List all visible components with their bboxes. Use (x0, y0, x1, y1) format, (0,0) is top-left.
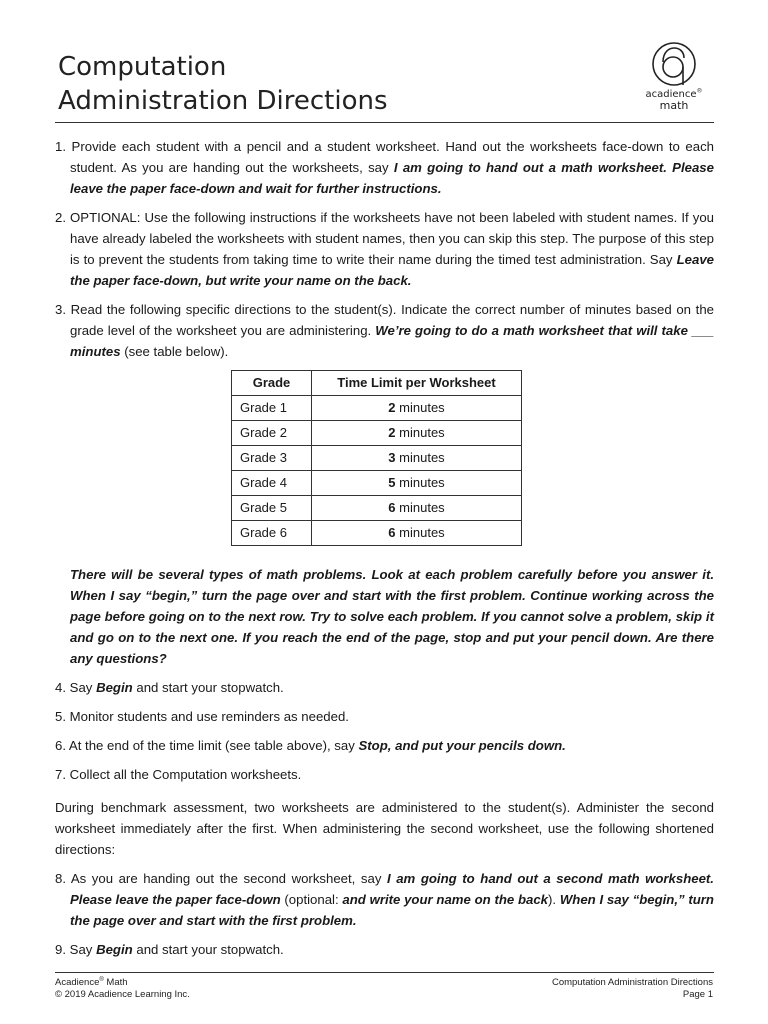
minutes-unit: minutes (399, 475, 445, 490)
script-block: There will be several types of math problems. Look at each problem carefully before you answer it. When I say “begin,” turn the page over and start with the first problem. Continue working across the page before going on to the next row. Try to solve each problem. If you cannot solve a problem, skip it and go on to the next one. If you reach the end of the page, stop and put your pencil down. Are there any questions? (70, 567, 714, 666)
logo-mark-icon (636, 40, 712, 90)
step-text: Collect all the Computation worksheets. (66, 767, 302, 782)
step-number: 2. (55, 210, 66, 225)
time-cell (312, 521, 522, 546)
minutes-unit: minutes (399, 525, 445, 540)
title-line-1: Computation (58, 52, 227, 82)
logo-subtext: math (659, 99, 689, 112)
table-row (232, 396, 522, 421)
column-header-grade: Grade (232, 371, 312, 396)
step-text-after: (see table below). (120, 344, 229, 359)
minutes-value: 6 (388, 500, 396, 515)
step-script: We’re going to do a math worksheet that will take ___ minutes (70, 323, 714, 359)
step-script-begin: When I say “begin,” turn the page over and start with the first problem. (70, 892, 714, 928)
step-text: Say (66, 680, 97, 695)
step-text-after: and start your stopwatch. (132, 680, 284, 695)
time-limit-table (231, 370, 522, 546)
grade-cell: Grade 3 (232, 446, 312, 471)
table-row (232, 521, 522, 546)
grade-cell: Grade 5 (232, 496, 312, 521)
minutes-value: 2 (388, 425, 396, 440)
step-text: As you are handing out the second worksheet, say (66, 871, 387, 886)
footer-copyright: © 2019 Acadience Learning Inc. (55, 989, 190, 1000)
footer-brand (55, 977, 190, 989)
time-cell (312, 446, 522, 471)
time-cell (312, 421, 522, 446)
step-text: Read the following specific directions to the student(s). Indicate the correct number of minutes based on the grade level of the worksheet you are administering. (66, 302, 714, 338)
step-number: 9. (55, 942, 66, 957)
step-text: Say (66, 942, 97, 957)
table-row (232, 421, 522, 446)
minutes-unit: minutes (399, 425, 445, 440)
step-number: 4. (55, 680, 66, 695)
step-4 (55, 677, 714, 698)
grade-cell: Grade 6 (232, 521, 312, 546)
table-row (232, 471, 522, 496)
step-script: Begin (96, 942, 133, 957)
footer-divider (55, 972, 714, 973)
step-script: Stop, and put your pencils down. (358, 738, 566, 753)
minutes-value: 3 (388, 450, 396, 465)
footer-brand-suffix: Math (103, 977, 128, 988)
logo-text: acadience (645, 89, 697, 100)
logo-registered-mark: ® (696, 87, 703, 95)
minutes-value: 2 (388, 400, 396, 415)
header-divider (55, 122, 714, 123)
step-1 (55, 136, 714, 199)
footer-page-number: Page 1 (682, 989, 713, 1000)
grade-cell: Grade 1 (232, 396, 312, 421)
table-header-row (232, 371, 522, 396)
time-cell (312, 496, 522, 521)
step-script: Leave the paper face-down, but write your name on the back. (70, 252, 714, 288)
minutes-unit: minutes (399, 450, 445, 465)
step-3 (55, 299, 714, 362)
step-9 (55, 939, 714, 960)
footer-left (55, 977, 190, 1001)
step-number: 7. (55, 767, 66, 782)
minutes-unit: minutes (399, 500, 445, 515)
title-line-2: Administration Directions (58, 86, 388, 116)
step-7 (55, 764, 714, 785)
footer-brand-name: Acadience (55, 977, 100, 988)
step-text: At the end of the time limit (see table above), say (66, 738, 359, 753)
table-row (232, 446, 522, 471)
column-header-time: Time Limit per Worksheet (312, 371, 522, 396)
step-5 (55, 706, 714, 727)
step-script: Begin (96, 680, 133, 695)
step-text-after: and start your stopwatch. (132, 942, 284, 957)
step-script: I am going to hand out a math worksheet. Please leave the paper face-down and wait for further instructions. (70, 160, 714, 196)
step-text: OPTIONAL: Use the following instructions if the worksheets have not been labeled with student names. If you have already labeled the worksheets with student names, then you can skip this step. The purpose of this step is to prevent the students from taking time to write their name during the timed test administration. Say (66, 210, 714, 267)
step-text: Provide each student with a pencil and a student worksheet. Hand out the worksheets face-down to each student. As you are handing out the worksheets, say (66, 139, 714, 175)
step-number: 6. (55, 738, 66, 753)
time-cell (312, 396, 522, 421)
acadience-math-logo (636, 40, 712, 114)
grade-cell: Grade 2 (232, 421, 312, 446)
directions-body (55, 136, 714, 968)
time-cell (312, 471, 522, 496)
footer-right (552, 977, 713, 1001)
step-number: 1. (55, 139, 66, 154)
step-text: Monitor students and use reminders as needed. (66, 709, 349, 724)
step-2 (55, 207, 714, 291)
benchmark-paragraph: During benchmark assessment, two worksheets are administered to the student(s). Administer the second worksheet immediately after the first. When administering the second worksheet, use the following shortened directions: (55, 800, 714, 857)
footer-doc-title: Computation Administration Directions (551, 977, 713, 988)
table-row (232, 496, 522, 521)
minutes-value: 6 (388, 525, 396, 540)
grade-cell: Grade 4 (232, 471, 312, 496)
page-title (58, 50, 388, 118)
step-number: 8. (55, 871, 66, 886)
minutes-unit: minutes (399, 400, 445, 415)
minutes-value: 5 (388, 475, 396, 490)
step-number: 3. (55, 302, 66, 317)
step-text-mid: (optional: (280, 892, 343, 907)
footer-registered-mark: ® (99, 976, 104, 983)
step-6 (55, 735, 714, 756)
step-text-mid: ). (548, 892, 560, 907)
step-8 (55, 868, 714, 931)
logo-wordmark (636, 89, 712, 111)
step-number: 5. (55, 709, 66, 724)
step-script: I am going to hand out a second math worksheet. Please leave the paper face-down (70, 871, 714, 907)
step-script-optional: and write your name on the back (342, 892, 549, 907)
